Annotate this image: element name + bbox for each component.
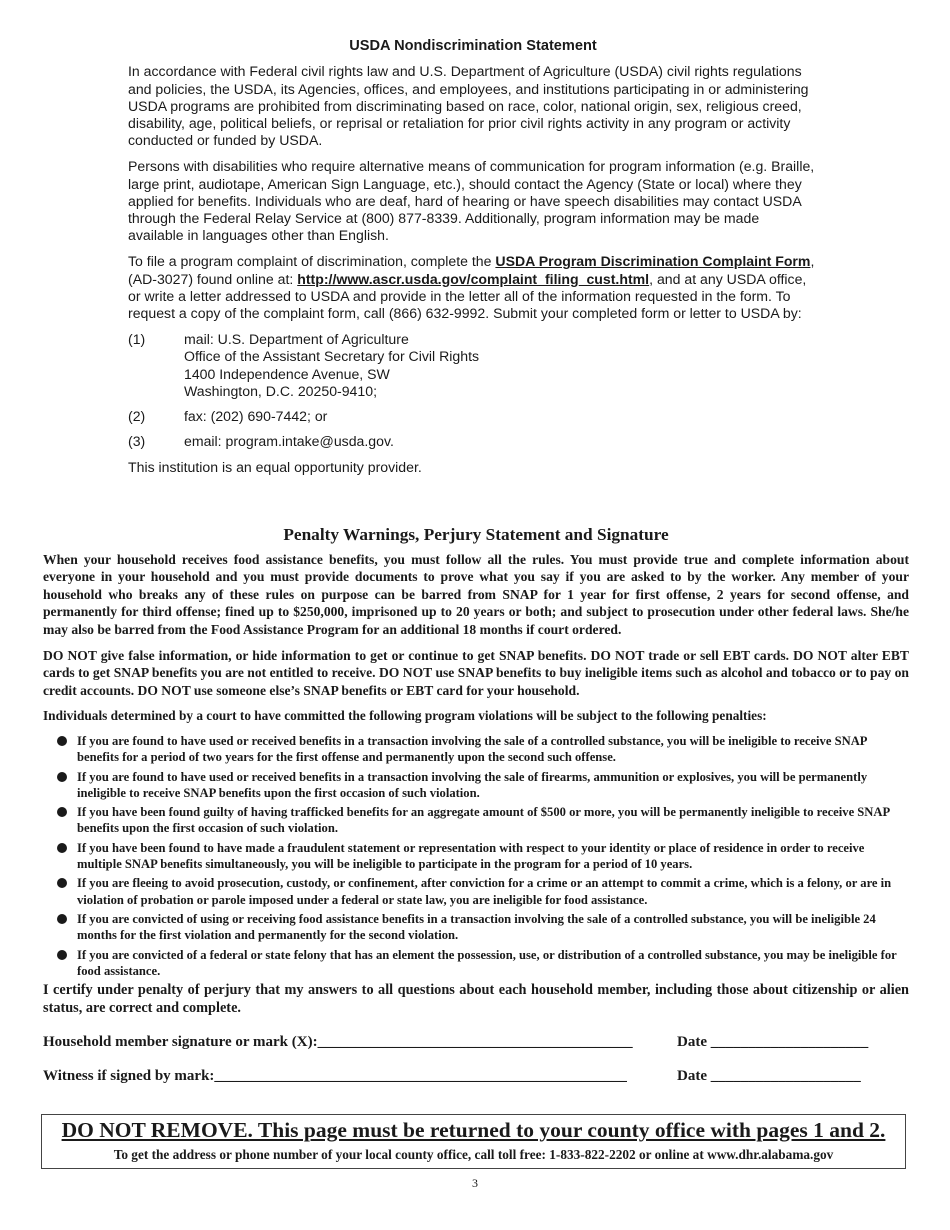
violation-text: If you are fleeing to avoid prosecution, custody, or confinement, after conviction for a crime or an attempt to commit a crime, which is a felony, or are in violation of probation or parole imposed under a federal or state law, you are ineligible for food assistance. xyxy=(77,876,892,907)
mail-lines xyxy=(184,331,479,400)
violation-text: If you have been found to have made a fraudulent statement or representation with respect to your identity or place of residence in order to receive multiple SNAP benefits simultaneously, you will be ineligible to participate in the program for a period of 10 years. xyxy=(77,840,865,872)
violation-item xyxy=(43,840,909,873)
complaint-form-link[interactable]: USDA Program Discrimination Complaint Form xyxy=(495,253,811,270)
mail-address xyxy=(128,331,818,400)
witness-date-field[interactable]: Date ____________________ xyxy=(677,1068,861,1085)
mail-number: (1) xyxy=(128,330,146,347)
nondiscrimination-section xyxy=(128,38,818,485)
nondiscrimination-title: USDA Nondiscrimination Statement xyxy=(349,38,597,54)
complaint-rest: , and at any USDA office, or write a letter addressed to USDA and provide in the letter all of the information requested in the form. To request a copy of the complaint form, call (866) 632-9992. Submit your completed form or letter to USDA by: xyxy=(128,270,807,322)
mail-line: mail: U.S. Department of Agriculture xyxy=(184,330,409,347)
violation-item xyxy=(43,804,909,837)
bullet-icon xyxy=(57,772,67,782)
violation-item xyxy=(43,769,909,802)
email-text: email: program.intake@usda.gov. xyxy=(184,433,394,450)
household-date-field[interactable]: Date _____________________ xyxy=(677,1034,869,1051)
bullet-icon xyxy=(57,736,67,746)
bullet-icon xyxy=(57,878,67,888)
violation-text: If you are convicted of a federal or state felony that has an element the possession, use, or distribution of a controlled substance, you may be ineligible for food assistance. xyxy=(77,947,897,978)
complaint-paragraph xyxy=(128,253,818,322)
violation-item xyxy=(43,733,909,766)
mail-line: 1400 Independence Avenue, SW xyxy=(184,365,390,382)
bullet-icon xyxy=(57,950,67,960)
violation-list xyxy=(43,733,909,979)
mail-line: Washington, D.C. 20250-9410; xyxy=(184,382,377,399)
email-number-label: (3) xyxy=(128,433,146,450)
violation-text: If you have been found guilty of having trafficked benefits for an aggregate amount of $500 or more, you will be permanently ineligible to receive SNAP benefits upon the first occasion of such violation. xyxy=(77,805,890,836)
county-office-contact: To get the address or phone number of your local county office, call toll free: 1-833-822-2202 or online at www.dhr.alabama.gov xyxy=(113,1147,834,1162)
return-notice-box xyxy=(41,1114,906,1169)
violation-text: If you are found to have used or received benefits in a transaction involving the sale of firearms, ammunition or explosives, you will be permanently ineligible to receive SNAP benefits upon the first occasion of such violation. xyxy=(77,769,868,800)
complaint-url-link[interactable]: http://www.ascr.usda.gov/complaint_filing_cust.html xyxy=(297,270,650,287)
penalty-paragraph-2: DO NOT give false information, or hide information to get or continue to get SNAP benefits. DO NOT trade or sell EBT cards. DO NOT alter EBT cards to get SNAP benefits you are not entitled to receive. DO NOT use SNAP benefits to buy ineligible items such as alcohol and tobacco or to pay on credit accounts. DO NOT use someone else’s SNAP benefits or EBT card for your household. xyxy=(43,647,909,698)
fax-text: fax: (202) 690-7442; or xyxy=(184,408,328,425)
penalty-title: Penalty Warnings, Perjury Statement and Signature xyxy=(283,525,669,544)
nondiscrimination-paragraph-1: In accordance with Federal civil rights law and U.S. Department of Agriculture (USDA) civil rights regulations and policies, the USDA, its Agencies, offices, and employees, and institutions participating in or administering USDA programs are prohibited from discriminating based on race, color, national origin, sex, religious creed, disability, age, political beliefs, or reprisal or retaliation for prior civil rights activity in any program or activity conducted or funded by USDA. xyxy=(128,63,809,149)
perjury-certification: I certify under penalty of perjury that my answers to all questions about each household member, including those about citizenship or alien status, are correct and complete. xyxy=(43,982,909,1016)
mail-line: Office of the Assistant Secretary for Civil Rights xyxy=(184,348,480,365)
fax-number-label: (2) xyxy=(128,408,146,425)
fax-contact xyxy=(128,408,818,425)
penalty-section xyxy=(43,526,909,1093)
witness-signature-label: Witness if signed by mark:_______________________________________________________ xyxy=(43,1068,627,1085)
household-signature-label: Household member signature or mark (X):__________________________________________ xyxy=(43,1034,633,1051)
penalty-paragraph-1: When your household receives food assistance benefits, you must follow all the rules. You must provide true and complete information about everyone in your household and you must provide documents to prove what you say if you are asked to by the worker. Any member of your household who breaks any of these rules on purpose can be barred from SNAP for 1 year for first offense, 2 years for second offense, and permanently for third offense; fined up to $250,000, imprisoned up to 20 years or both; and subject to prosecution under other federal laws. She/he may also be barred from the Food Assistance Program for an additional 18 months if court ordered. xyxy=(43,551,909,637)
do-not-remove-notice: DO NOT REMOVE. This page must be returned to your county office with pages 1 and 2. xyxy=(61,1118,886,1142)
bullet-icon xyxy=(57,807,67,817)
complaint-intro: To file a program complaint of discrimination, complete the xyxy=(128,253,496,270)
complaint-mid: , (AD-3027) found online at: xyxy=(128,253,815,287)
household-signature-line[interactable] xyxy=(43,1025,909,1059)
page-number: 3 xyxy=(472,1176,478,1190)
witness-signature-line[interactable] xyxy=(43,1059,909,1093)
nondiscrimination-paragraph-2: Persons with disabilities who require alternative means of communication for program information (e.g. Braille, large print, audiotape, American Sign Language, etc.), should contact the Agency (State or local) where they applied for benefits. Individuals who are deaf, hard of hearing or have speech disabilities may contact USDA through the Federal Relay Service at (800) 877-8339. Additionally, program information may be made available in languages other than English. xyxy=(128,158,815,244)
bullet-icon xyxy=(57,914,67,924)
violation-text: If you are found to have used or received benefits in a transaction involving the sale of a controlled substance, you will be ineligible to receive SNAP benefits for a period of two years for the first offense and permanently upon the second such offense. xyxy=(77,733,867,765)
bullet-icon xyxy=(57,843,67,853)
equal-opportunity-statement: This institution is an equal opportunity provider. xyxy=(128,458,422,475)
violation-item xyxy=(43,911,909,944)
violation-text: If you are convicted of using or receiving food assistance benefits in a transaction involving the sale of a controlled substance, you will be ineligible 24 months for the first violation and permanently for the second violation. xyxy=(77,911,876,943)
violation-item xyxy=(43,875,909,908)
penalty-paragraph-3: Individuals determined by a court to have committed the following program violations will be subject to the following penalties: xyxy=(43,708,767,724)
email-contact xyxy=(128,433,818,450)
violation-item xyxy=(43,947,909,980)
